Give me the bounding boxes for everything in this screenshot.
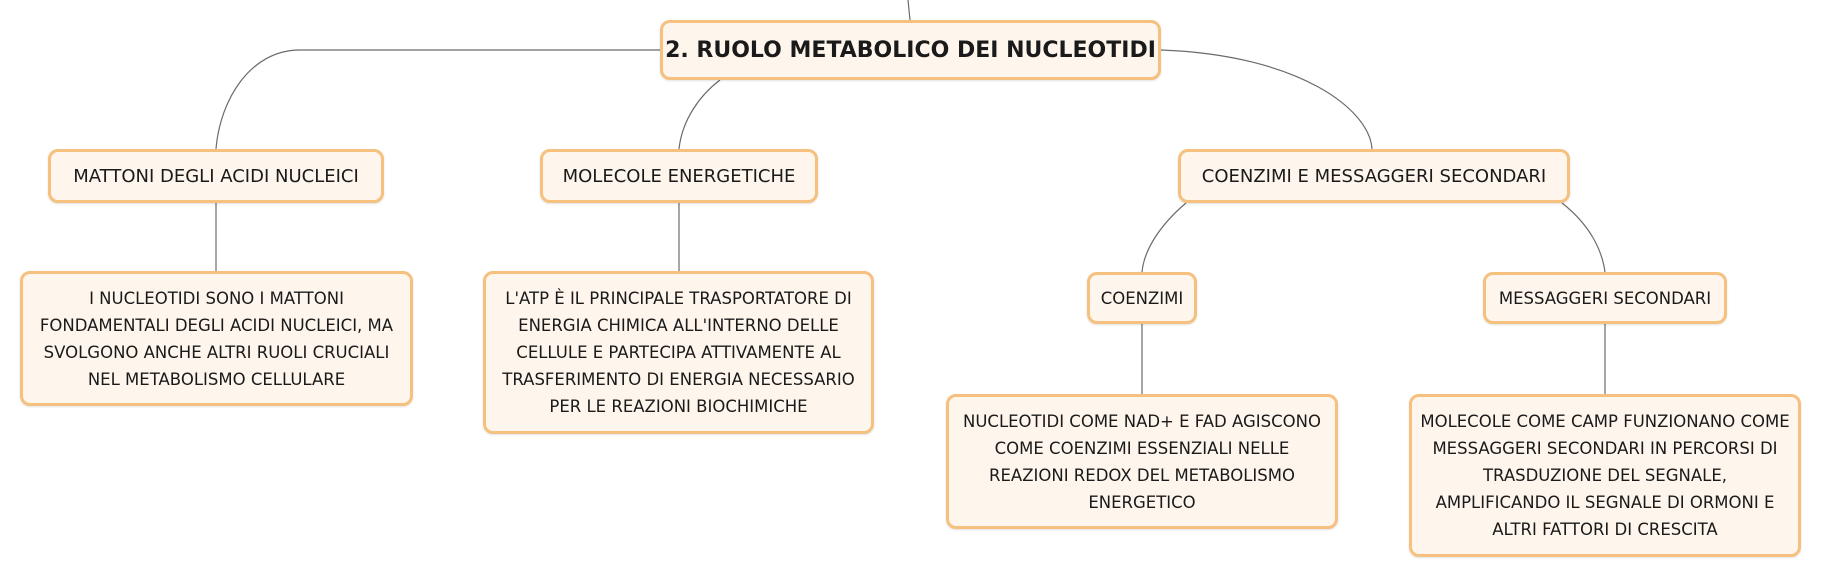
sub-node-messaggeri-secondari[interactable] xyxy=(1483,272,1727,324)
connector-root-to-mattoni xyxy=(216,50,660,149)
branch-node-coenzimi-e-messaggeri[interactable] xyxy=(1178,149,1570,203)
root-node-title[interactable] xyxy=(660,20,1161,80)
detail-node-text: L'ATP È IL PRINCIPALE TRASPORTATORE DI ENERGIA CHIMICA ALL'INTERNO DELLE CELLULE E PARTECIPA ATTIVAMENTE AL TRASFERIMENTO DI ENERGIA NECESSARIO PER LE REAZIONI BIOCHIMICHE xyxy=(502,289,855,416)
detail-node-atp[interactable] xyxy=(483,271,874,434)
branch-node-label: MOLECOLE ENERGETICHE xyxy=(562,165,796,187)
connector-parent-to-root xyxy=(908,0,910,20)
connector-root-to-coenzimi-msg xyxy=(1161,50,1372,149)
detail-node-text: NUCLEOTIDI COME NAD+ E FAD AGISCONO COME COENZIMI ESSENZIALI NELLE REAZIONI REDOX DEL METABOLISMO ENERGETICO xyxy=(963,411,1321,512)
detail-node-camp[interactable] xyxy=(1409,394,1801,557)
branch-node-mattoni[interactable] xyxy=(48,149,384,203)
connector-root-to-molecole xyxy=(679,80,720,149)
connector-coenzimi-msg-to-coenzimi xyxy=(1142,203,1186,272)
detail-node-nad-fad[interactable] xyxy=(946,394,1338,529)
root-node-label: 2. RUOLO METABOLICO DEI NUCLEOTIDI xyxy=(665,37,1156,63)
sub-node-coenzimi[interactable] xyxy=(1087,272,1197,324)
detail-node-mattoni[interactable] xyxy=(20,271,413,406)
detail-node-text: I NUCLEOTIDI SONO I MATTONI FONDAMENTALI DEGLI ACIDI NUCLEICI, MA SVOLGONO ANCHE ALTRI RUOLI CRUCIALI NEL METABOLISMO CELLULARE xyxy=(39,288,394,389)
connector-coenzimi-msg-to-messaggeri xyxy=(1562,203,1605,272)
sub-node-label: COENZIMI xyxy=(1100,288,1184,308)
sub-node-label: MESSAGGERI SECONDARI xyxy=(1498,288,1712,308)
branch-node-label: MATTONI DEGLI ACIDI NUCLEICI xyxy=(73,165,359,187)
branch-node-label: COENZIMI E MESSAGGERI SECONDARI xyxy=(1201,165,1547,187)
branch-node-molecole-energetiche[interactable] xyxy=(540,149,818,203)
detail-node-text: MOLECOLE COME CAMP FUNZIONANO COME MESSAGGERI SECONDARI IN PERCORSI DI TRASDUZIONE DEL SEGNALE, AMPLIFICANDO IL SEGNALE DI ORMONI E ALTRI FATTORI DI CRESCITA xyxy=(1420,412,1790,539)
